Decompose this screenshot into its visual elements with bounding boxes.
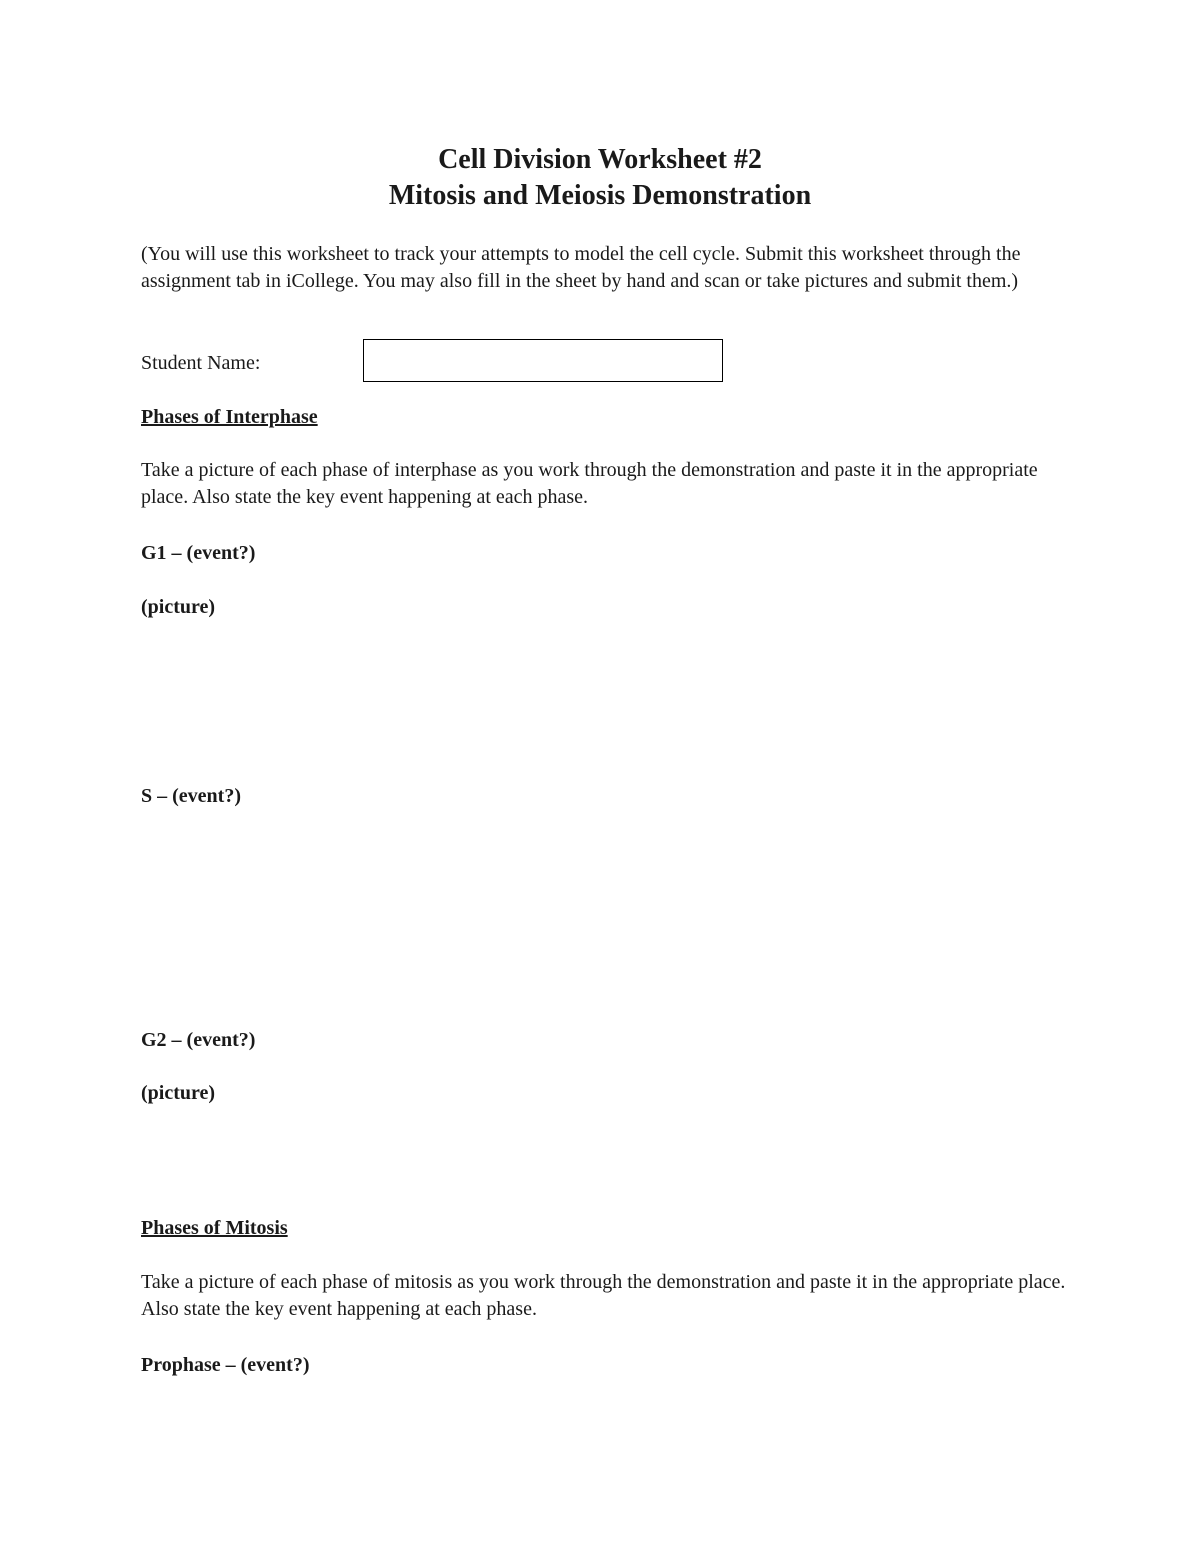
intro-paragraph: (You will use this worksheet to track your attempts to model the cell cycle. Submit this worksheet through the assignment tab in iCollege. You may also fill in the sheet by hand and scan or take pictures and submit them.): [141, 243, 1021, 292]
g1-label: G1 – (event?): [141, 542, 256, 564]
mitosis-heading: Phases of Mitosis: [141, 1217, 288, 1239]
g2-label: G2 – (event?): [141, 1029, 256, 1051]
prophase-label: Prophase – (event?): [141, 1354, 310, 1376]
g1-picture-placeholder: (picture): [141, 596, 216, 618]
g2-picture-placeholder: (picture): [141, 1082, 216, 1104]
s-label: S – (event?): [141, 785, 241, 807]
interphase-heading: Phases of Interphase: [141, 406, 318, 428]
title-line-1: Cell Division Worksheet #2: [438, 144, 762, 175]
title-line-2: Mitosis and Meiosis Demonstration: [388, 180, 812, 211]
mitosis-instructions: Take a picture of each phase of mitosis as you work through the demonstration and paste it in the appropriate place. Also state the key event happening at each phase.: [141, 1271, 1066, 1320]
student-name-label: Student Name:: [141, 352, 261, 374]
interphase-instructions: Take a picture of each phase of interphase as you work through the demonstration and paste it in the appropriate place. Also state the key event happening at each phase.: [141, 459, 1038, 508]
student-name-field[interactable]: [363, 339, 723, 382]
